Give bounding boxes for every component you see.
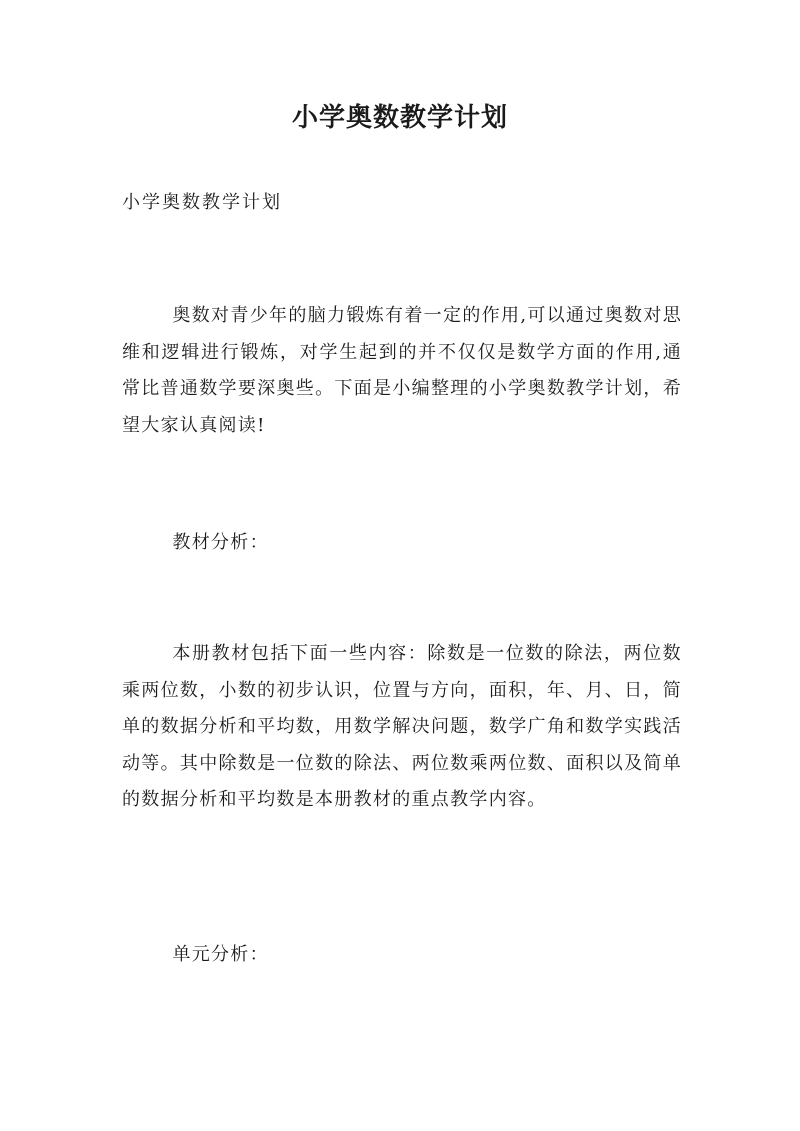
section-heading-textbook-analysis: 教材分析： [172, 532, 269, 553]
intro-paragraph: 奥数对青少年的脑力锻炼有着一定的作用,可以通过奥数对思维和逻辑进行锻炼，对学生起到的并不仅仅是数学方面的作用,通常比普通数学要深奥些。下面是小编整理的小学奥数教学计划，希望大家认真阅读! [122, 305, 682, 436]
document-title: 小学奥数教学计划 [291, 103, 508, 133]
section-heading-unit-analysis: 单元分析： [172, 944, 269, 965]
document-subtitle: 小学奥数教学计划 [122, 192, 282, 213]
textbook-content-paragraph: 本册教材包括下面一些内容：除数是一位数的除法，两位数乘两位数，小数的初步认识，位置与方向，面积，年、月、日，简单的数据分析和平均数，用数学解决问题，数学广角和数学实践活动等。其中除数是一位数的除法、两位数乘两位数、面积以及简单的数据分析和平均数是本册教材的重点教学内容。 [122, 643, 682, 810]
